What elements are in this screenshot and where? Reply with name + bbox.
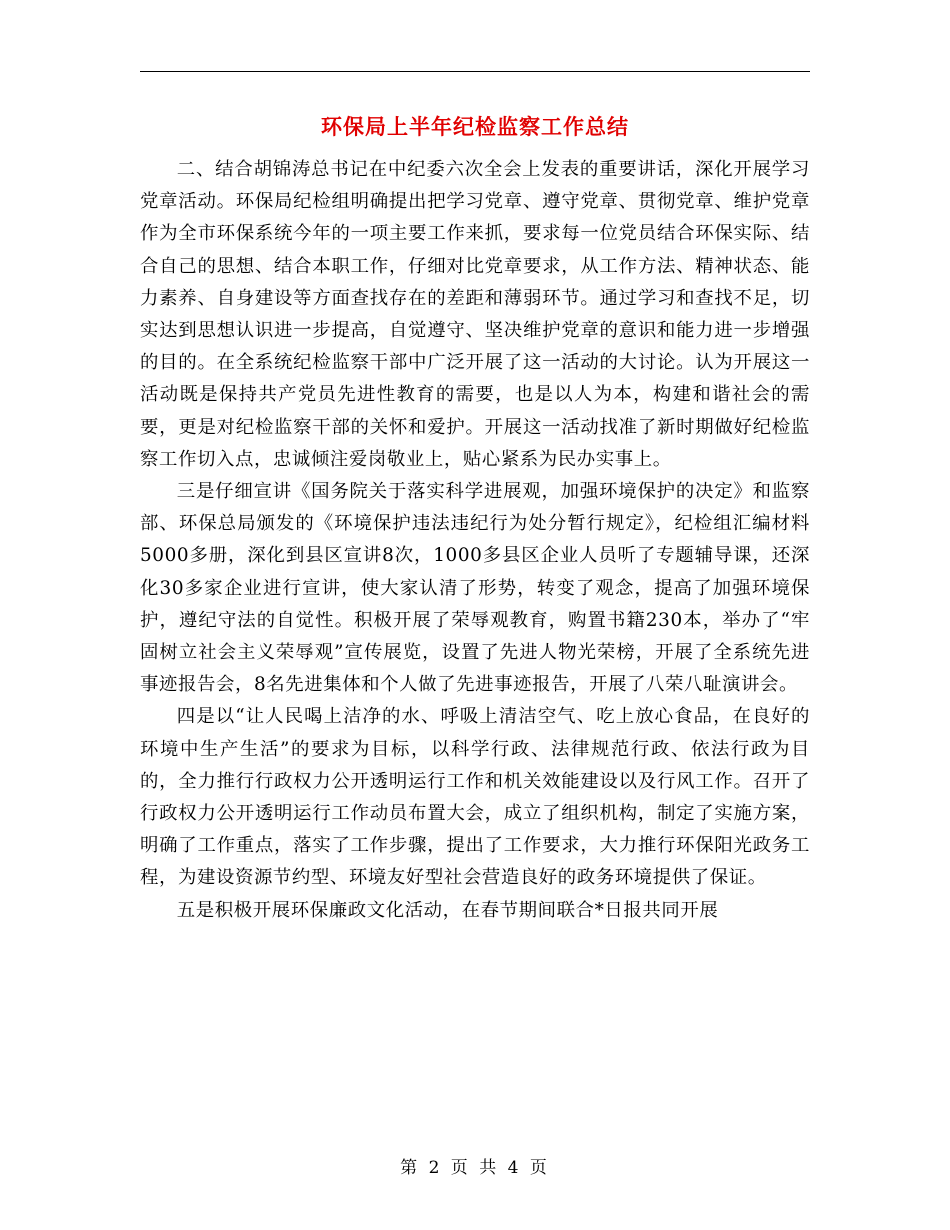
paragraph-3: 三是仔细宣讲《国务院关于落实科学进展观，加强环境保护的决定》和监察部、环保总局颁发的《环境保护违法违纪行为处分暂行规定》，纪检组汇编材料5000多册，深化到县区宣讲8次，1000多县区企业人员听了专题辅导课，还深化30多家企业进行宣讲，使大家认清了形势，转变了观念，提高了加强环境保护，遵纪守法的自觉性。积极开展了荣辱观教育，购置书籍230本，举办了“牢固树立社会主义荣辱观”宣传展览，设置了先进人物光荣榜，开展了全系统先进事迹报告会，8名先进集体和个人做了先进事迹报告，开展了八荣八耻演讲会。 (140, 481, 810, 696)
paragraph-5: 五是积极开展环保廉政文化活动，在春节期间联合*日报共同开展 (176, 899, 719, 921)
header-rule (140, 71, 810, 72)
paragraph-2: 二、结合胡锦涛总书记在中纪委六次全会上发表的重要讲话，深化开展学习党章活动。环保局纪检组明确提出把学习党章、遵守党章、贯彻党章、维护党章作为全市环保系统今年的一项主要工作来抓，要求每一位党员结合环保实际、结合自己的思想、结合本职工作，仔细对比党章要求，从工作方法、精神状态、能力素养、自身建设等方面查找存在的差距和薄弱环节。通过学习和查找不足，切实达到思想认识进一步提高，自觉遵守、坚决维护党章的意识和能力进一步增强的目的。在全系统纪检监察干部中广泛开展了这一活动的大讨论。认为开展这一活动既是保持共产党员先进性教育的需要，也是以人为本，构建和谐社会的需要，更是对纪检监察干部的关怀和爱护。开展这一活动找准了新时期做好纪检监察工作切入点，忠诚倾注爱岗敬业上，贴心紧系为民办实事上。 (140, 159, 810, 470)
document-body (140, 154, 810, 927)
page-number: 第 2 页 共 4 页 (400, 1158, 550, 1178)
paragraph-4: 四是以“让人民喝上洁净的水、呼吸上清洁空气、吃上放心食品，在良好的环境中生产生活”的要求为目标，以科学行政、法律规范行政、依法行政为目的，全力推行行政权力公开透明运行工作和机关效能建设以及行风工作。召开了行政权力公开透明运行工作动员布置大会，成立了组织机构，制定了实施方案，明确了工作重点，落实了工作步骤，提出了工作要求，大力推行环保阳光政务工程，为建设资源节约型、环境友好型社会营造良好的政务环境提供了保证。 (140, 706, 810, 889)
document-title: 环保局上半年纪检监察工作总结 (321, 114, 629, 139)
